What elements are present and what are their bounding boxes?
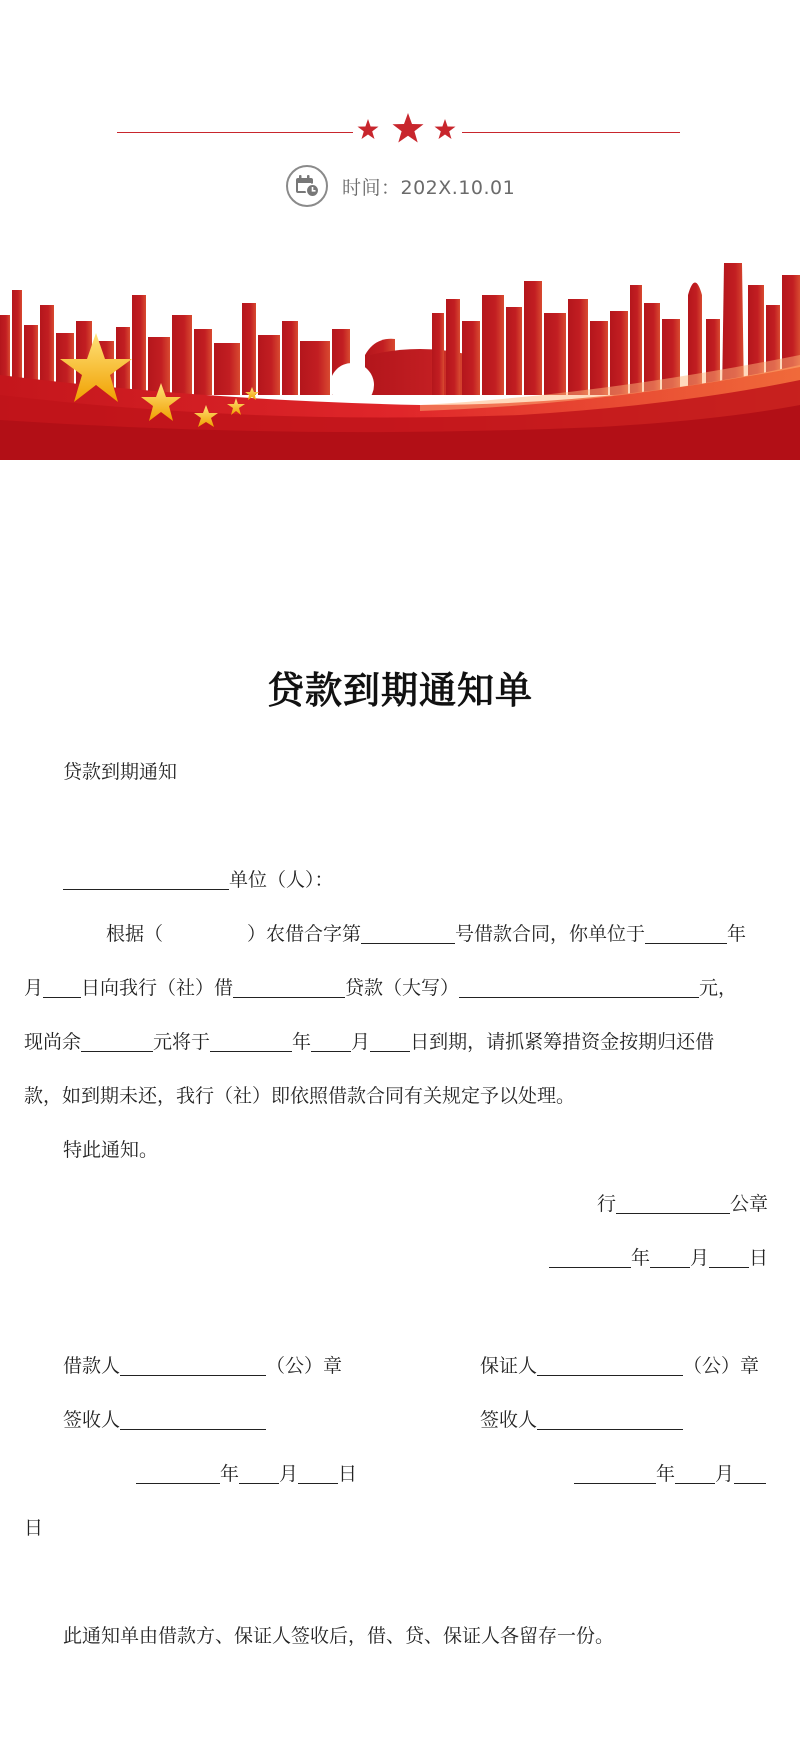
skyline-banner — [0, 255, 800, 460]
borrower-blank[interactable] — [120, 1353, 266, 1376]
star-icon — [435, 119, 456, 139]
star-icon — [358, 119, 379, 139]
borrower-receiver-line: 签收人 — [63, 1406, 266, 1434]
borrower-day-blank[interactable] — [298, 1461, 338, 1484]
header-rule-right — [462, 132, 680, 133]
document-subtitle: 贷款到期通知 — [63, 761, 178, 783]
due-month-blank[interactable] — [311, 1029, 351, 1052]
guarantor-seal-line: 保证人 （公）章 — [480, 1355, 760, 1377]
guarantor-year-blank[interactable] — [574, 1461, 656, 1484]
year-blank[interactable] — [645, 921, 727, 944]
guarantor-date-line: 年 月 — [574, 1460, 766, 1488]
borrower-month-blank[interactable] — [239, 1461, 279, 1484]
month-blank[interactable] — [43, 975, 81, 998]
bank-year-blank[interactable] — [549, 1245, 631, 1268]
addressee-line: 单位（人）： — [63, 866, 334, 894]
header-rule-left — [117, 132, 353, 133]
bank-seal-line: 行 公章 — [596, 1193, 768, 1215]
body-line-2: 月 日向我行（社）借 贷款（大写） 元， — [24, 977, 738, 999]
bank-name-blank[interactable] — [616, 1191, 730, 1214]
loan-type-blank[interactable] — [233, 975, 345, 998]
notice-end: 特此通知。 — [63, 1139, 159, 1161]
stadium-arch — [330, 363, 374, 407]
bank-month-blank[interactable] — [650, 1245, 690, 1268]
borrower-receiver-blank[interactable] — [120, 1407, 266, 1430]
bank-date-line: 年 月 日 — [549, 1244, 768, 1272]
body-line-4: 款，如到期未还，我行（社）即依照借款合同有关规定予以处理。 — [24, 1085, 576, 1107]
guarantor-date-day: 日 — [24, 1517, 44, 1539]
guarantor-day-blank[interactable] — [734, 1461, 766, 1484]
contract-number-blank[interactable] — [361, 921, 455, 944]
footer-note: 此通知单由借款方、保证人签收后，借、贷、保证人各留存一份。 — [63, 1625, 615, 1647]
star-icon — [393, 113, 424, 143]
guarantor-blank[interactable] — [537, 1353, 683, 1376]
borrower-date-line: 年 月 日 — [136, 1460, 357, 1488]
guarantor-month-blank[interactable] — [675, 1461, 715, 1484]
guarantor-receiver-blank[interactable] — [537, 1407, 683, 1430]
due-day-blank[interactable] — [370, 1029, 410, 1052]
remaining-amount-blank[interactable] — [81, 1029, 153, 1052]
guarantor-receiver-line: 签收人 — [480, 1406, 683, 1434]
body-line-1: 根据（ ）农借合字第 号借款合同，你单位于 年 — [106, 923, 747, 945]
borrower-year-blank[interactable] — [136, 1461, 220, 1484]
addressee-blank[interactable] — [63, 867, 229, 890]
document-title: 贷款到期通知单 — [267, 669, 533, 712]
header-date — [286, 164, 515, 208]
body-line-3: 现尚余 元将于 年 月 日到期，请抓紧筹措资金按期归还借 — [24, 1031, 715, 1053]
amount-capital-blank[interactable] — [459, 975, 699, 998]
date-label: 时间：202X.10.01 — [342, 176, 516, 199]
due-year-blank[interactable] — [210, 1029, 292, 1052]
header-stars — [354, 110, 462, 150]
city-skyline — [0, 263, 800, 395]
calendar-clock-icon — [286, 165, 328, 207]
bank-day-blank[interactable] — [709, 1245, 749, 1268]
borrower-seal-line: 借款人 （公）章 — [63, 1355, 343, 1377]
